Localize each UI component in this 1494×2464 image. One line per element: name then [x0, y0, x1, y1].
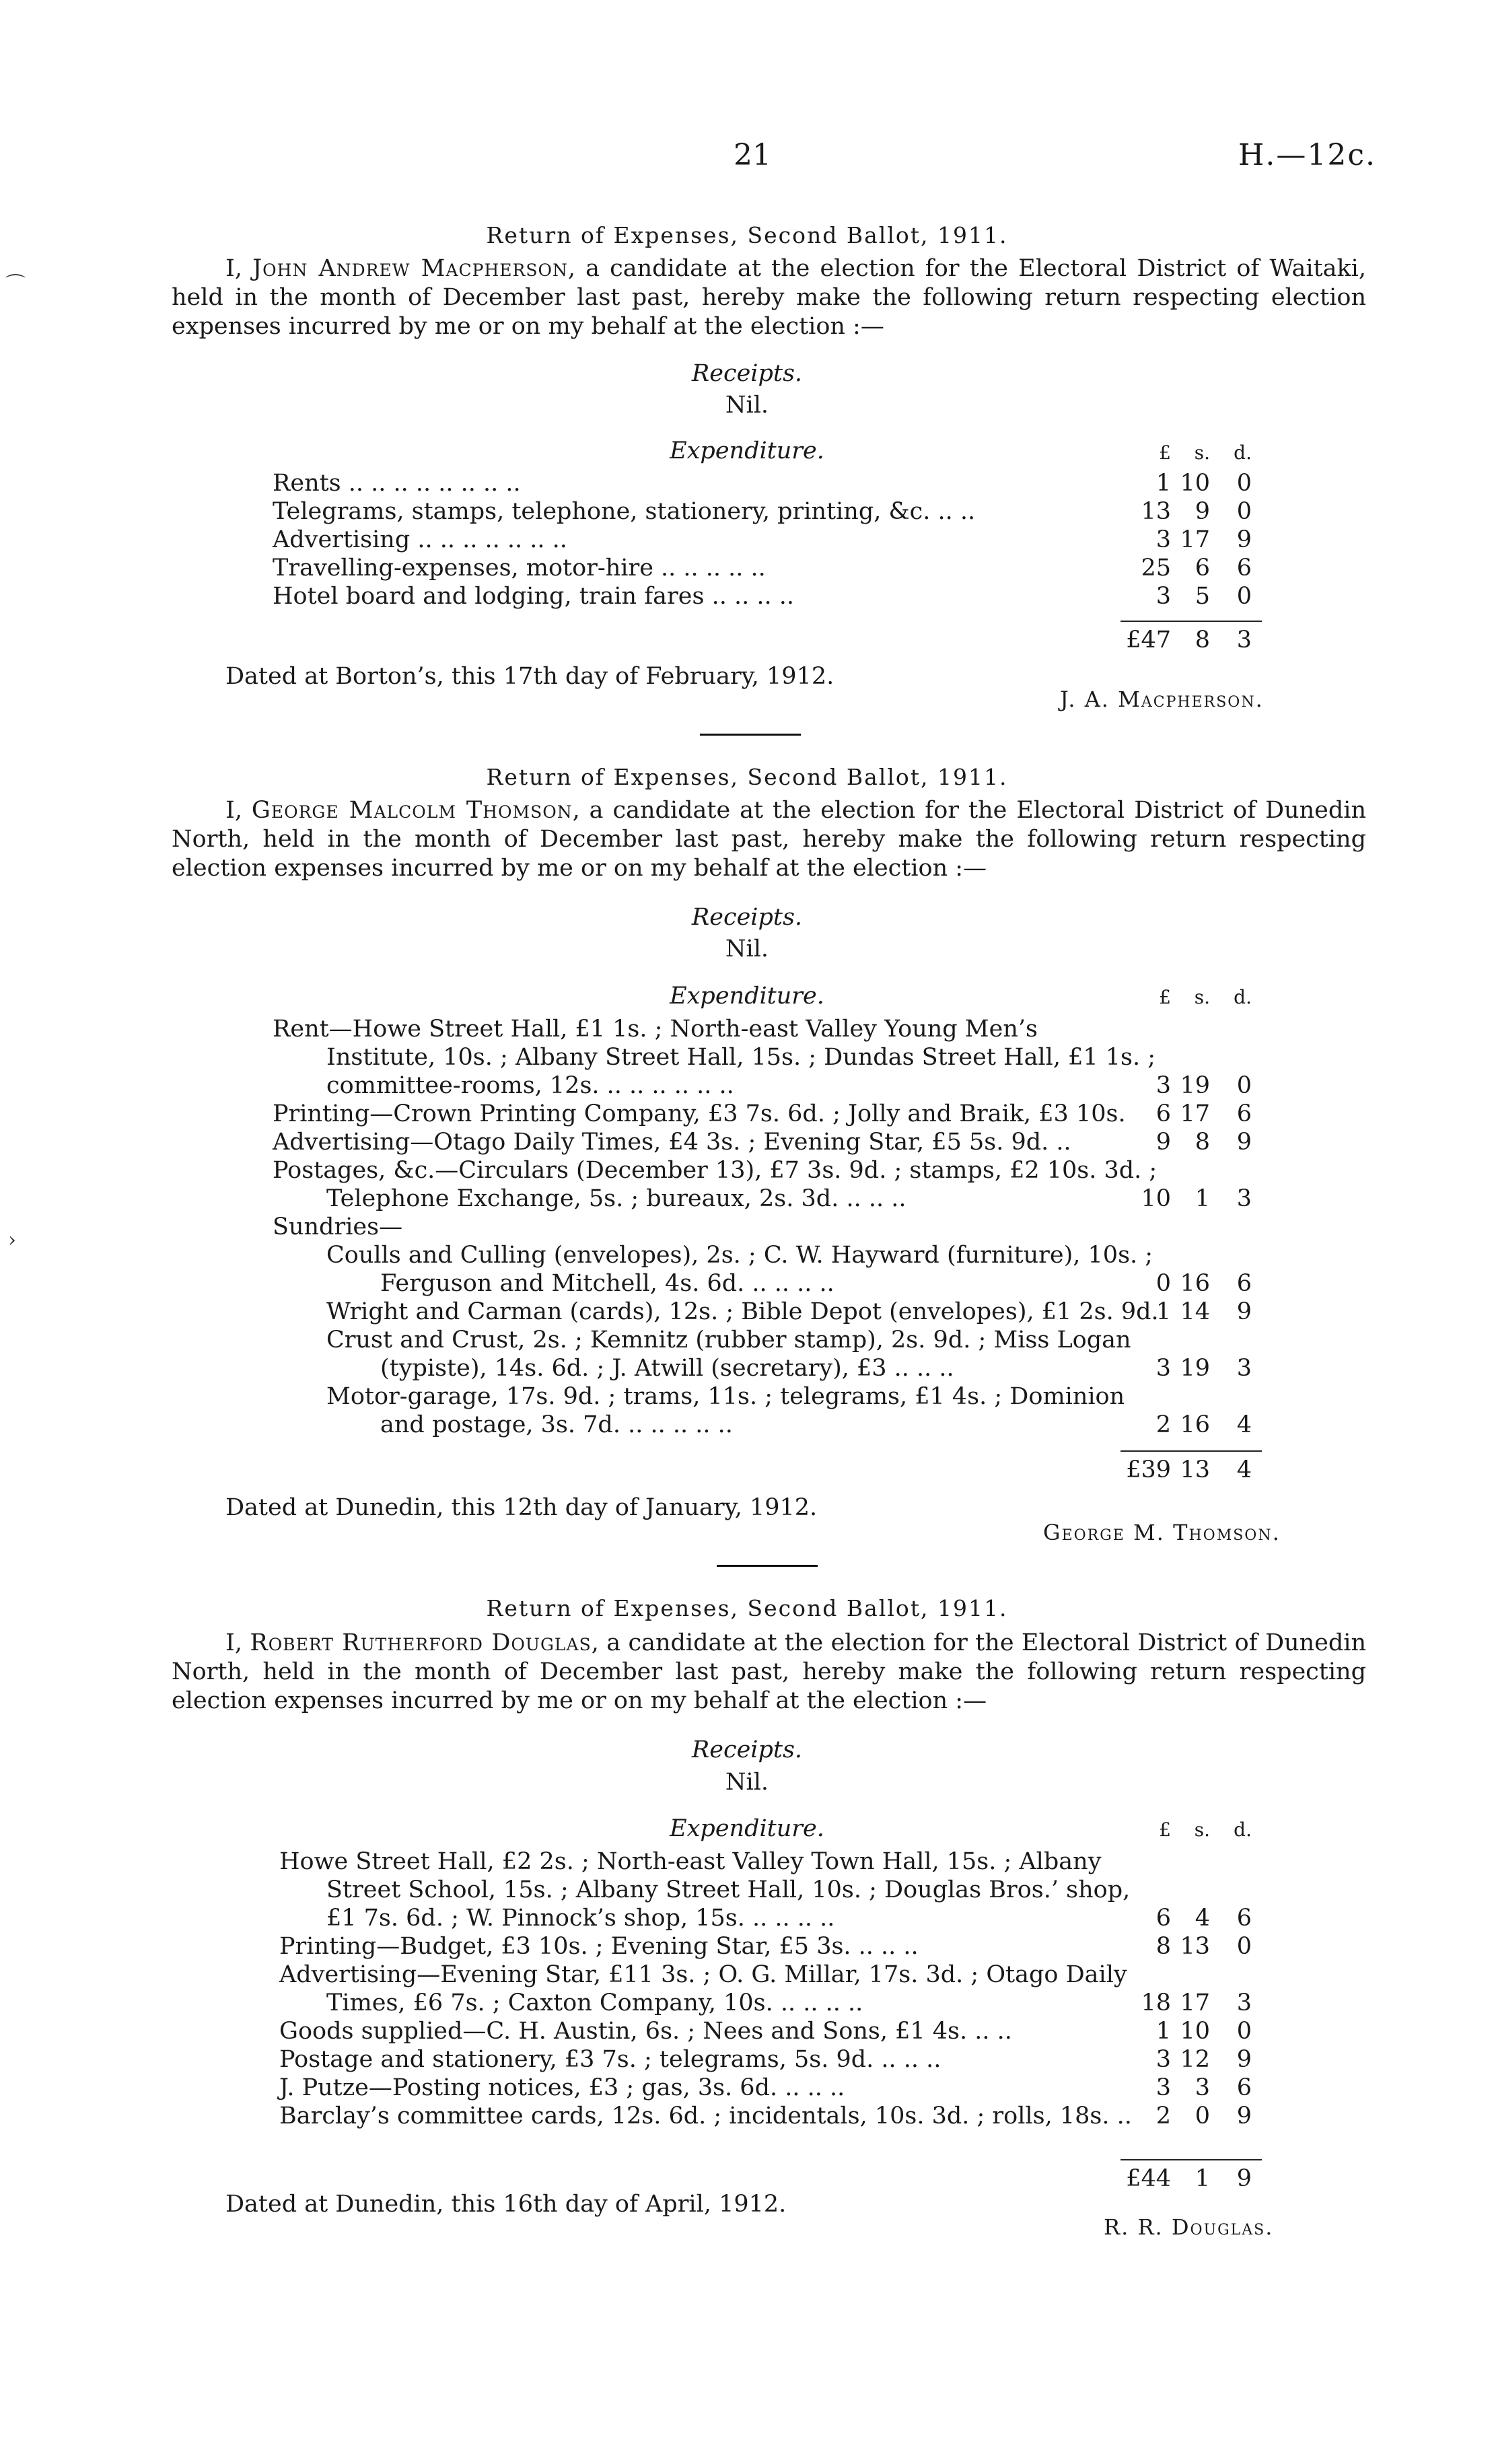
expense-item	[273, 1298, 1159, 1326]
expense-line: Coulls and Culling (envelopes), 2s. ; C. W. Hayward (furniture), 10s. ;	[326, 1242, 1153, 1269]
amount-pounds: 10	[1141, 1185, 1171, 1212]
expenditure-amounts	[1137, 1847, 1252, 2130]
declaration-text: , a candidate at the election for the Electoral District of Dunedin North, held in the month of December last past, hereby make the following return respecting election expenses incurred by me or on my behalf at the election :—	[172, 1629, 1366, 1714]
pounds-header: £	[1159, 1819, 1171, 1841]
amount-pence: 9	[1236, 1129, 1252, 1156]
amount-shillings: 13	[1180, 1933, 1210, 1960]
amount-row	[1137, 2102, 1252, 2130]
expense-item: Hotel board and lodging, train fares .. .. .. ..	[273, 583, 794, 610]
amount-shillings: 19	[1180, 1355, 1210, 1382]
amount-pence: 9	[1236, 1298, 1252, 1325]
expenditure-label: Expenditure.	[670, 983, 824, 1010]
amount-row	[1137, 1071, 1252, 1100]
expense-line: J. Putze—Posting notices, £3 ; gas, 3s. 6d. .. .. ..	[279, 2074, 845, 2101]
expense-line: and postage, 3s. 7d. .. .. .. .. ..	[380, 1411, 733, 1438]
expense-line: Goods supplied—C. H. Austin, 6s. ; Nees and Sons, £1 4s. .. ..	[279, 2018, 1012, 2045]
expense-line: Wright and Carman (cards), 12s. ; Bible Depot (envelopes), £1 2s. 9d.	[326, 1298, 1159, 1325]
return-title: Return of Expenses, Second Ballot, 1911.	[486, 222, 1008, 248]
amount-row	[1137, 1269, 1252, 1298]
amount-pence: 6	[1236, 2074, 1252, 2101]
amount-shillings: 17	[1180, 1990, 1210, 2016]
amount-row	[1137, 554, 1252, 582]
amount-row	[1137, 1128, 1252, 1156]
pounds-header: £	[1159, 442, 1171, 464]
expense-line: Institute, 10s. ; Albany Street Hall, 15s. ; Dundas Street Hall, £1 1s. ;	[326, 1044, 1156, 1071]
expense-item: Advertising .. .. .. .. .. .. ..	[273, 526, 567, 553]
amount-pounds: 1	[1155, 1298, 1171, 1325]
expense-item	[279, 2102, 1132, 2130]
return-declaration	[172, 254, 1366, 341]
amount-shillings: 14	[1180, 1298, 1210, 1325]
amount-shillings: 10	[1180, 2018, 1210, 2045]
amount-pounds: 3	[1155, 1355, 1171, 1382]
amount-row	[1137, 526, 1252, 554]
amount-pounds: 1	[1155, 470, 1171, 497]
receipts-label: Receipts.	[691, 360, 803, 387]
total-pounds: £39	[1126, 1456, 1171, 1483]
expense-line: Printing—Crown Printing Company, £3 7s. 6d. ; Jolly and Braik, £3 10s.	[273, 1100, 1126, 1127]
amount-pence: 3	[1236, 1355, 1252, 1382]
section-separator	[717, 1565, 818, 1567]
declaration-prefix: I,	[225, 255, 253, 282]
expenditure-list	[273, 1015, 1159, 1439]
total-rule	[1120, 1450, 1262, 1452]
expense-line: £1 7s. 6d. ; W. Pinnock’s shop, 15s. .. .. .. ..	[326, 1905, 835, 1932]
shillings-header: s.	[1194, 986, 1210, 1008]
expense-item	[279, 1932, 1132, 1961]
amount-row	[1137, 1100, 1252, 1128]
amount-pounds: 2	[1155, 2103, 1171, 2129]
return-title: Return of Expenses, Second Ballot, 1911.	[486, 764, 1008, 790]
amount-row	[1137, 2045, 1252, 2074]
margin-mark: ›	[8, 1228, 16, 1252]
amount-shillings: 8	[1195, 1129, 1210, 1156]
candidate-name: John Andrew Macpherson	[252, 255, 568, 282]
amount-shillings: 12	[1180, 2046, 1210, 2073]
amount-pounds: 2	[1155, 1411, 1171, 1438]
expense-item	[279, 1847, 1132, 1932]
amount-row	[1137, 497, 1252, 526]
expense-item	[279, 2045, 1132, 2074]
expense-line: committee-rooms, 12s. .. .. .. .. .. ..	[326, 1072, 734, 1099]
expense-line: Times, £6 7s. ; Caxton Company, 10s. .. .. .. ..	[326, 1990, 863, 2016]
expenditure-amounts	[1137, 469, 1252, 610]
section-separator	[700, 734, 801, 736]
expenditure-list	[279, 1847, 1132, 2130]
expense-line: Motor-garage, 17s. 9d. ; trams, 11s. ; telegrams, £1 4s. ; Dominion	[326, 1383, 1125, 1410]
pounds-header: £	[1159, 986, 1171, 1008]
receipts-value: Nil.	[725, 936, 769, 962]
amount-shillings: 10	[1180, 470, 1210, 497]
amount-pounds: 3	[1155, 583, 1171, 610]
amount-shillings: 4	[1195, 1905, 1210, 1932]
total-rule	[1120, 2159, 1262, 2160]
pence-header: d.	[1234, 1819, 1252, 1841]
return-declaration	[172, 1629, 1366, 1716]
amount-row	[1137, 1904, 1252, 1932]
expense-item	[273, 1241, 1159, 1298]
expense-line: Postage and stationery, £3 7s. ; telegrams, 5s. 9d. .. .. ..	[279, 2046, 941, 2073]
expense-item	[279, 1961, 1132, 2017]
amount-pounds: 8	[1155, 1933, 1171, 1960]
amount-shillings: 1	[1195, 1185, 1210, 1212]
amount-row	[1137, 1989, 1252, 2017]
expense-item: Rents .. .. .. .. .. .. .. ..	[273, 470, 521, 497]
expense-line: Street School, 15s. ; Albany Street Hall, 10s. ; Douglas Bros.’ shop,	[326, 1876, 1131, 1903]
amount-column-headers	[1137, 986, 1252, 1008]
amount-pounds: 6	[1155, 1100, 1171, 1127]
expense-item	[279, 2074, 1132, 2102]
expenditure-list	[273, 469, 975, 610]
amount-shillings: 9	[1195, 498, 1210, 525]
total-rule	[1120, 621, 1262, 622]
total-row	[1120, 2164, 1252, 2193]
expense-item	[279, 2017, 1132, 2045]
amount-shillings: 19	[1180, 1072, 1210, 1099]
amount-pence: 6	[1236, 1270, 1252, 1297]
amount-pounds: 13	[1141, 498, 1171, 525]
amount-pence: 6	[1236, 555, 1252, 582]
amount-row	[1137, 469, 1252, 497]
amount-pence: 4	[1236, 1411, 1252, 1438]
expense-line: Advertising—Otago Daily Times, £4 3s. ; Evening Star, £5 5s. 9d. ..	[273, 1129, 1071, 1156]
amount-pence: 9	[1236, 526, 1252, 553]
amount-shillings: 17	[1180, 1100, 1210, 1127]
total-pounds: £44	[1126, 2165, 1171, 2192]
total-pounds: £47	[1126, 627, 1171, 654]
amount-pence: 9	[1236, 2046, 1252, 2073]
signature: George M. Thomson.	[1043, 1520, 1281, 1545]
dated-line: Dated at Dunedin, this 12th day of January, 1912.	[225, 1494, 818, 1521]
amount-row	[1137, 1298, 1252, 1326]
signature: R. R. Douglas.	[1104, 2214, 1274, 2240]
receipts-label: Receipts.	[691, 904, 803, 931]
amount-pounds: 3	[1155, 526, 1171, 553]
amount-pounds: 18	[1141, 1990, 1171, 2016]
expenditure-label: Expenditure.	[670, 1815, 824, 1842]
amount-pence: 0	[1236, 2018, 1252, 2045]
expense-item	[273, 1156, 1159, 1213]
expense-line: Printing—Budget, £3 10s. ; Evening Star, £5 3s. .. .. ..	[279, 1933, 919, 1960]
amount-pounds: 0	[1155, 1270, 1171, 1297]
amount-pounds: 1	[1155, 2018, 1171, 2045]
expense-line: Sundries—	[273, 1213, 403, 1240]
total-pence: 3	[1236, 627, 1252, 654]
shillings-header: s.	[1194, 1819, 1210, 1841]
amount-pence: 0	[1236, 1933, 1252, 1960]
declaration-prefix: I,	[225, 797, 252, 824]
return-declaration	[172, 796, 1366, 883]
expense-item	[273, 1128, 1159, 1156]
pence-header: d.	[1234, 442, 1252, 464]
amount-pence: 6	[1236, 1100, 1252, 1127]
total-pence: 9	[1236, 2165, 1252, 2192]
page-number: 21	[734, 138, 771, 172]
total-shillings: 13	[1180, 1456, 1210, 1483]
amount-shillings: 6	[1195, 555, 1210, 582]
expense-line: Crust and Crust, 2s. ; Kemnitz (rubber stamp), 2s. 9d. ; Miss Logan	[326, 1327, 1131, 1353]
amount-pence: 0	[1236, 1072, 1252, 1099]
dated-line: Dated at Borton’s, this 17th day of February, 1912.	[225, 663, 834, 690]
amount-pounds: 3	[1155, 2074, 1171, 2101]
expense-line: Telephone Exchange, 5s. ; bureaux, 2s. 3d. .. .. ..	[326, 1185, 906, 1212]
amount-row	[1137, 2017, 1252, 2045]
document-reference: H.—12c.	[1238, 138, 1376, 172]
amount-row	[1137, 582, 1252, 610]
expense-line: Ferguson and Mitchell, 4s. 6d. .. .. .. ..	[380, 1270, 834, 1297]
pence-header: d.	[1234, 986, 1252, 1008]
expense-line: Howe Street Hall, £2 2s. ; North-east Valley Town Hall, 15s. ; Albany	[279, 1848, 1102, 1875]
expenditure-label: Expenditure.	[670, 437, 824, 464]
expense-line: Postages, &c.—Circulars (December 13), £7 3s. 9d. ; stamps, £2 10s. 3d. ;	[273, 1157, 1158, 1184]
amount-pence: 3	[1236, 1990, 1252, 2016]
amount-column-headers	[1137, 442, 1252, 464]
expense-item	[273, 1382, 1159, 1439]
total-pence: 4	[1236, 1456, 1252, 1483]
receipts-value: Nil.	[725, 392, 769, 419]
amount-pence: 0	[1236, 583, 1252, 610]
receipts-label: Receipts.	[691, 1736, 803, 1763]
amount-pounds: 3	[1155, 2046, 1171, 2073]
amount-row	[1137, 1932, 1252, 1961]
amount-column-headers	[1137, 1819, 1252, 1841]
declaration-text: , a candidate at the election for the Electoral District of Waitaki, held in the month of December last past, hereby make the following return respecting election expenses incurred by me or on my behalf at the election :—	[172, 255, 1366, 340]
amount-row	[1137, 2074, 1252, 2102]
expense-line: Advertising—Evening Star, £11 3s. ; O. G. Millar, 17s. 3d. ; Otago Daily	[279, 1961, 1127, 1988]
signature: J. A. Macpherson.	[1060, 687, 1264, 712]
expense-item	[273, 1326, 1159, 1382]
expenditure-amounts	[1137, 1015, 1252, 1439]
expense-item: Travelling-expenses, motor-hire .. .. .. .. ..	[273, 555, 766, 582]
expense-item: Telegrams, stamps, telephone, stationery, printing, &c. .. ..	[273, 498, 976, 525]
return-title: Return of Expenses, Second Ballot, 1911.	[486, 1595, 1008, 1621]
amount-shillings: 16	[1180, 1411, 1210, 1438]
amount-shillings: 0	[1195, 2103, 1210, 2129]
dated-line: Dated at Dunedin, this 16th day of April, 1912.	[225, 2191, 787, 2218]
amount-row	[1137, 1185, 1252, 1213]
amount-shillings: 17	[1180, 526, 1210, 553]
amount-row	[1137, 1411, 1252, 1439]
amount-shillings: 3	[1195, 2074, 1210, 2101]
total-shillings: 1	[1195, 2165, 1210, 2192]
candidate-name: Robert Rutherford Douglas	[250, 1629, 592, 1656]
total-row	[1120, 626, 1252, 654]
amount-pence: 0	[1236, 470, 1252, 497]
amount-pounds: 25	[1141, 555, 1171, 582]
amount-pence: 9	[1236, 2103, 1252, 2129]
amount-row	[1137, 1354, 1252, 1382]
expense-item	[273, 1100, 1159, 1128]
declaration-text: , a candidate at the election for the Electoral District of Dunedin North, held in the month of December last past, hereby make the following return respecting election expenses incurred by me or on my behalf at the election :—	[172, 797, 1366, 882]
amount-pounds: 9	[1155, 1129, 1171, 1156]
expense-item	[273, 1015, 1159, 1100]
amount-pence: 6	[1236, 1905, 1252, 1932]
amount-pounds: 6	[1155, 1905, 1171, 1932]
amount-pence: 3	[1236, 1185, 1252, 1212]
shillings-header: s.	[1194, 442, 1210, 464]
amount-pence: 0	[1236, 498, 1252, 525]
expense-line: Barclay’s committee cards, 12s. 6d. ; incidentals, 10s. 3d. ; rolls, 18s. ..	[279, 2103, 1132, 2129]
amount-shillings: 16	[1180, 1270, 1210, 1297]
amount-pounds: 3	[1155, 1072, 1171, 1099]
margin-mark: ⌒	[5, 273, 26, 297]
expense-item	[273, 1213, 1159, 1241]
declaration-prefix: I,	[225, 1629, 250, 1656]
amount-shillings: 5	[1195, 583, 1210, 610]
receipts-value: Nil.	[725, 1769, 769, 1796]
total-shillings: 8	[1195, 627, 1210, 654]
expense-line: (typiste), 14s. 6d. ; J. Atwill (secretary), £3 .. .. ..	[380, 1355, 954, 1382]
expense-line: Rent—Howe Street Hall, £1 1s. ; North-east Valley Young Men’s	[273, 1016, 1038, 1043]
total-row	[1120, 1456, 1252, 1484]
candidate-name: George Malcolm Thomson	[251, 797, 573, 824]
